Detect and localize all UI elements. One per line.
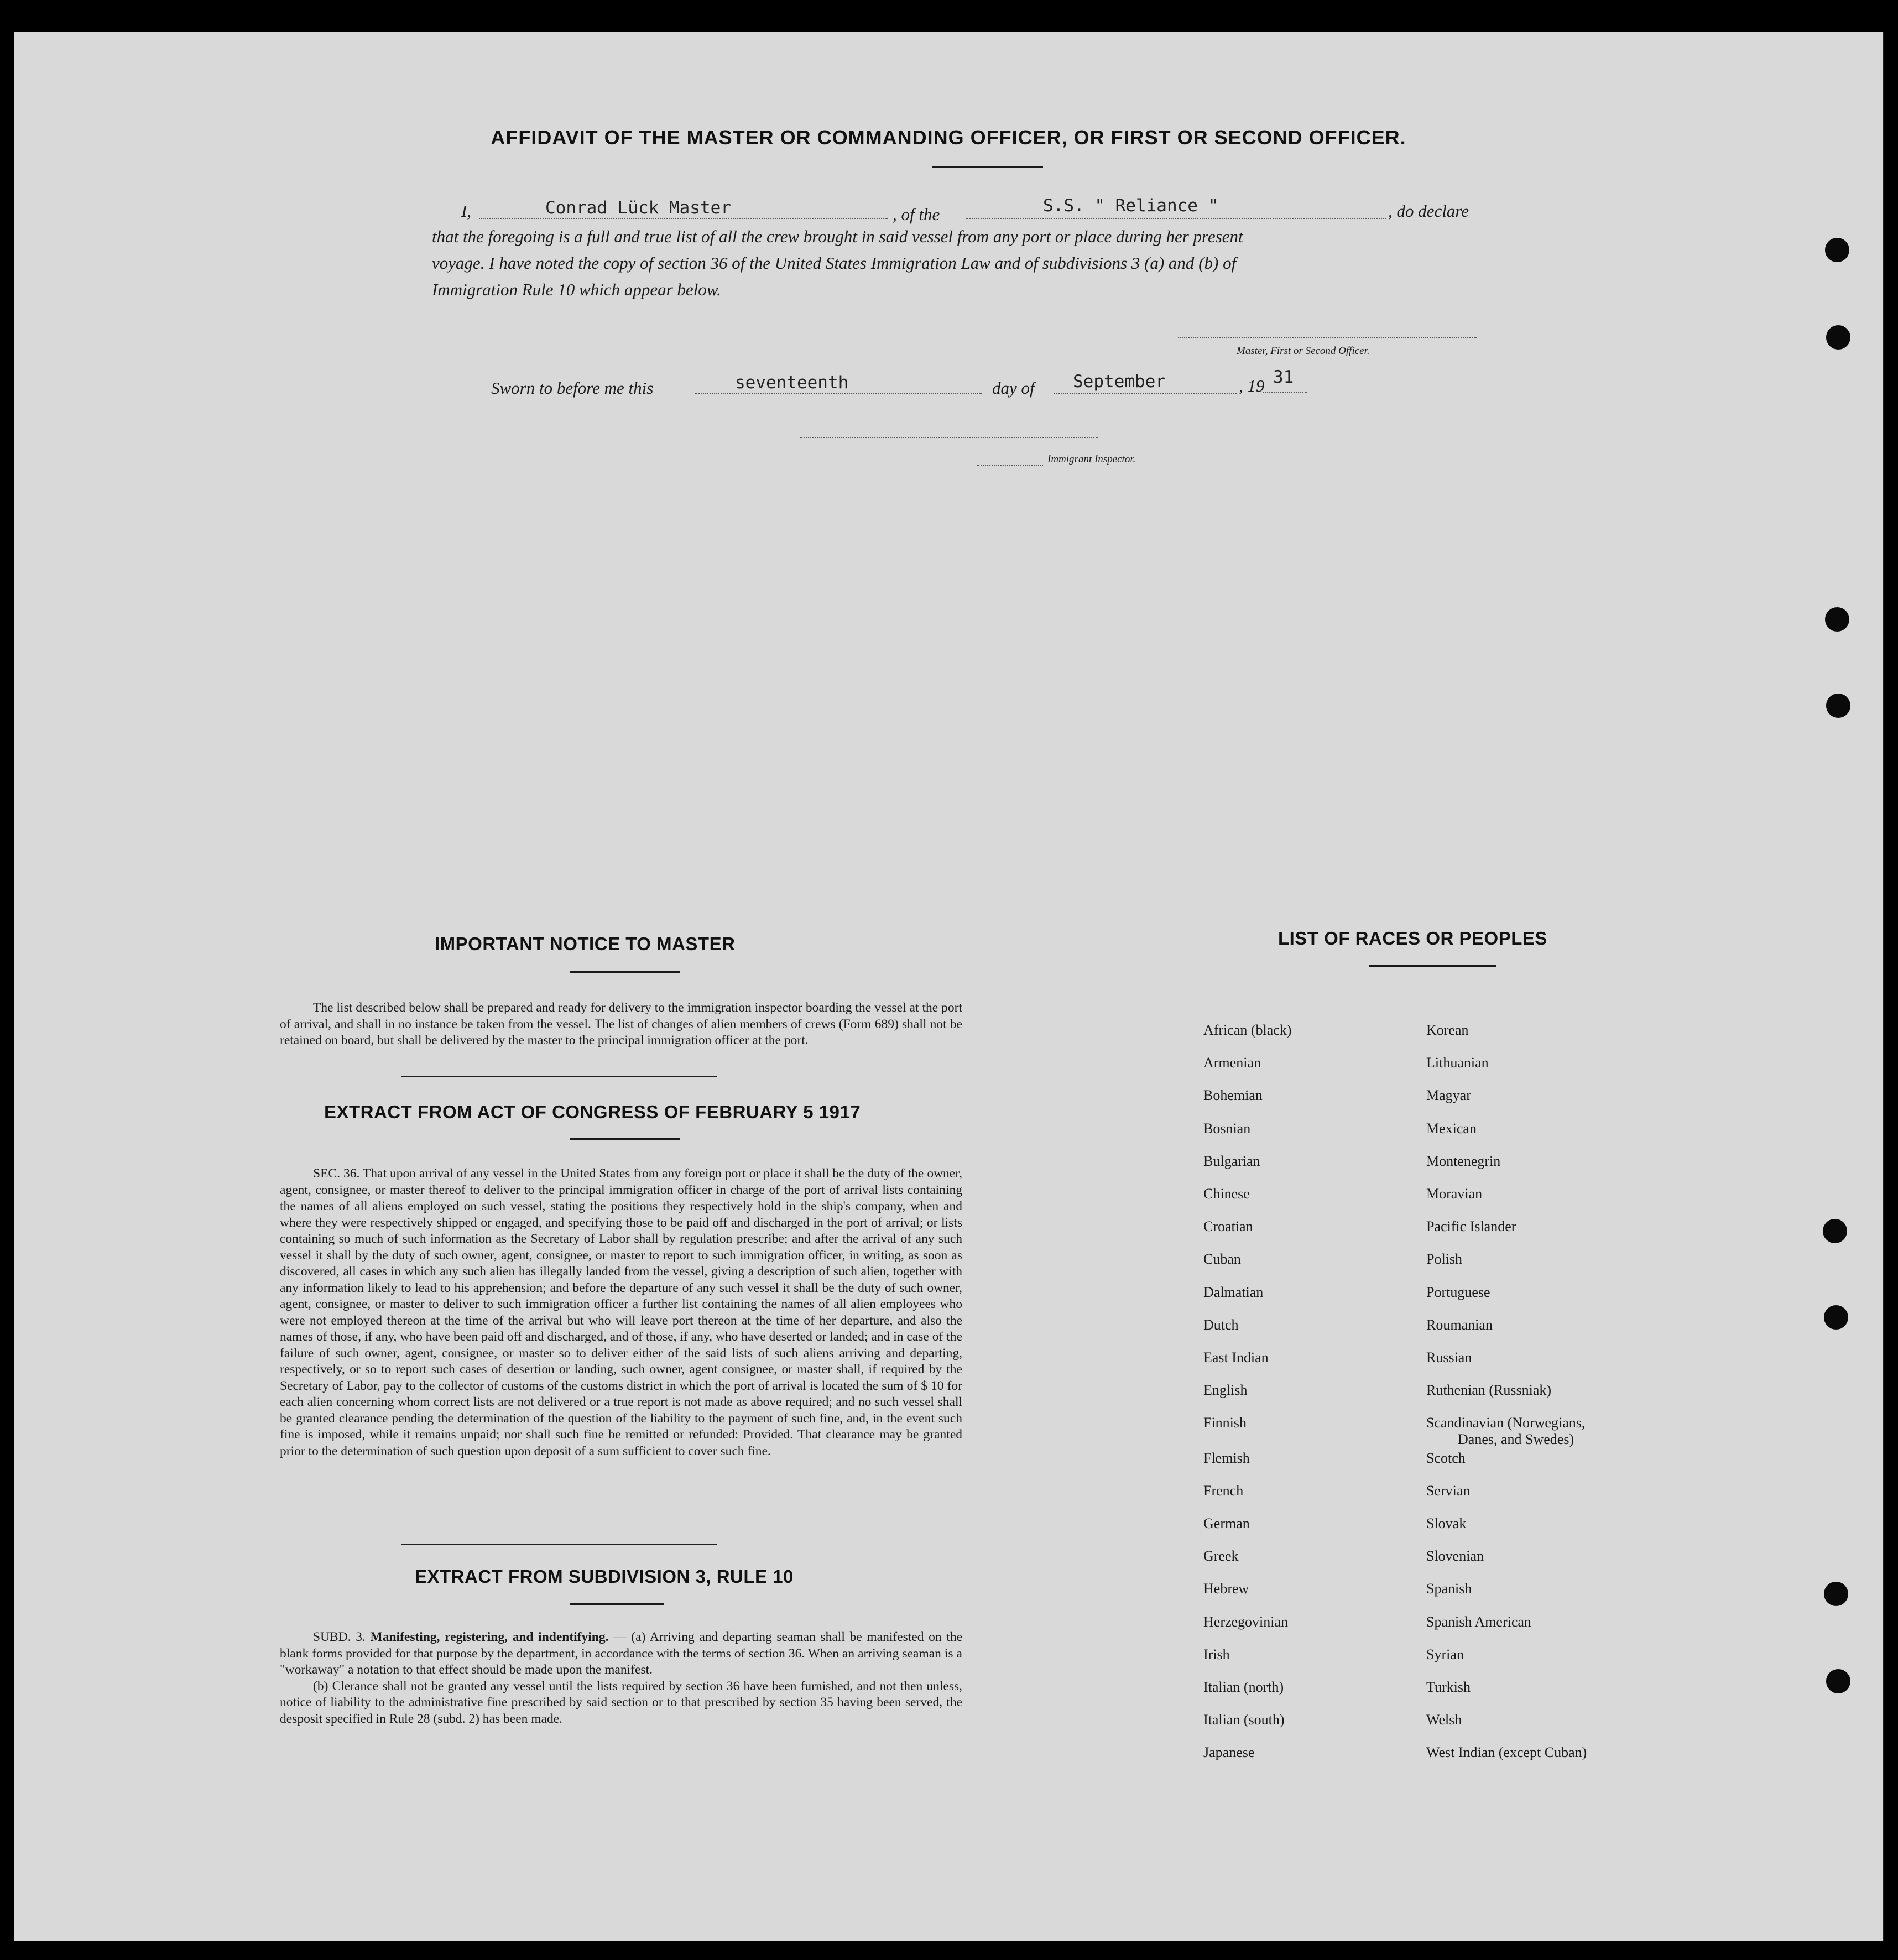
- master-name-value: Conrad Lück Master: [545, 198, 731, 218]
- year-prefix: , 19: [1239, 376, 1265, 395]
- race-item: Roumanian: [1426, 1316, 1493, 1333]
- race-item: Greek: [1203, 1548, 1239, 1565]
- affidavit-line-3: voyage. I have noted the copy of section 36 of the United States Immigration Law and of subdivisions 3 (a) and (b) of: [432, 253, 1237, 273]
- act-divider: [401, 1544, 717, 1545]
- rule-underline: [570, 1603, 664, 1605]
- title-underline: [932, 166, 1043, 168]
- race-item: English: [1203, 1382, 1248, 1399]
- race-item: Lithuanian: [1426, 1055, 1489, 1071]
- race-item: Montenegrin: [1426, 1153, 1501, 1169]
- act-body: SEC. 36. That upon arrival of any vessel in the United States from any foreign port or place it shall be the duty of the owner, agent, consignee, or master thereof to deliver to the principal immigration officer in charge of the port of arrival lists containing the names of all aliens employed on such vessel, stating the positions they respectively hold in the ship's company, when and where they were respectively shipped or engaged, and specifying those to be paid off and discharged in the port of arrival; or lists containing so much of such information as the Secretary of Labor shall by regulation prescribe; and after the arrival of any such vessel it shall by the duty of such owner, agent, consignee, or master to report to such immigration officer, in writing, as soon as discovered, all cases in which any such alien has illegally landed from the vessel, giving a description of such alien, together with any information likely to lead to his apprehension; and before the departure of any such vessel it shall be the duty of such owner, agent, consignee, or master to deliver to such immigration officer a further list containing the names of all alien employees who were not employed thereon at the time of the arrival but who will leave port thereon at the time of her departure, and also the names of those, if any, who have been paid off and discharged, and of those, if any, who have deserted or landed; and in case of the failure of such owner, agent, consignee, or master so to deliver either of the said lists of such aliens arriving and departing, respectively, or so to report such cases of desertion or landing, such owner, agent consignee, or master shall, if required by the Secretary of Labor, pay to the collector of customs of the customs district in which the port of arrival is located the sum of $ 10 for each alien concerning whom correct lists are not delivered or a true report is not made as above required; and no such vessel shall be granted clearance pending the determination of the question of the liability to the payment of such fine, and, in the event such fine is imposed, while it remains unpaid; nor shall such fine be remitted or refunded: Provided. That clearance may be granted prior to the determination of such question upon deposit of a sum sufficient to cover such fine.: [280, 1166, 962, 1458]
- punch-hole: [1823, 1219, 1847, 1243]
- race-item: Spanish: [1426, 1581, 1472, 1597]
- sworn-label: Sworn to before me this: [491, 378, 654, 398]
- race-item: Italian (south): [1203, 1712, 1285, 1728]
- punch-hole: [1825, 607, 1849, 632]
- race-item: African (black): [1203, 1022, 1292, 1038]
- officer-signature-line: [1178, 337, 1477, 338]
- act-underline: [570, 1138, 680, 1140]
- inspector-signature-line: [800, 437, 1098, 438]
- punch-hole: [1826, 1669, 1850, 1693]
- races-title: LIST OF RACES OR PEOPLES: [1278, 928, 1547, 948]
- race-item: Italian (north): [1203, 1679, 1284, 1695]
- race-item: Chinese: [1203, 1186, 1250, 1202]
- notice-underline: [570, 971, 680, 973]
- punch-hole: [1825, 238, 1849, 262]
- race-item: Servian: [1426, 1482, 1471, 1499]
- race-item: Flemish: [1203, 1450, 1250, 1466]
- affidavit-title: AFFIDAVIT OF THE MASTER OR COMMANDING OFFICER, OR FIRST OR SECOND OFFICER.: [491, 126, 1406, 149]
- race-item: Portuguese: [1426, 1284, 1490, 1300]
- day-of-text: day of: [992, 378, 1035, 398]
- inspector-caption: Immigrant Inspector.: [1047, 453, 1136, 465]
- race-item-continuation: Danes, and Swedes): [1458, 1431, 1574, 1448]
- affidavit-line-4: Immigration Rule 10 which appear below.: [432, 280, 721, 299]
- race-item: Bosnian: [1203, 1120, 1251, 1137]
- rule-lead: SUBD. 3.: [313, 1630, 366, 1644]
- year-line: [1263, 392, 1307, 393]
- race-item: Hebrew: [1203, 1581, 1249, 1597]
- race-item: Bulgarian: [1203, 1153, 1260, 1169]
- vessel-name-value: S.S. " Reliance ": [1043, 196, 1219, 216]
- sworn-day-line: [695, 393, 982, 394]
- rule-bold-head: Manifesting, registering, and indentifying.: [370, 1630, 609, 1644]
- race-item: Syrian: [1426, 1646, 1464, 1662]
- do-declare-text: , do declare: [1388, 201, 1469, 221]
- race-item: Korean: [1426, 1022, 1469, 1038]
- punch-hole: [1826, 694, 1850, 718]
- inspector-caption-leader: [977, 465, 1043, 466]
- race-item: Spanish American: [1426, 1613, 1531, 1630]
- race-item: East Indian: [1203, 1349, 1269, 1365]
- vessel-line: [966, 218, 1386, 219]
- affidavit-line-2: that the foregoing is a full and true list of all the crew brought in said vessel from any port or place during her present: [432, 227, 1243, 246]
- race-item: Slovak: [1426, 1515, 1467, 1531]
- race-item: Croatian: [1203, 1218, 1253, 1235]
- race-item: Japanese: [1203, 1744, 1255, 1761]
- race-item: Dutch: [1203, 1316, 1239, 1333]
- notice-divider: [401, 1076, 717, 1077]
- race-item: Pacific Islander: [1426, 1218, 1516, 1235]
- document-page: [14, 32, 1884, 1941]
- race-item: Ruthenian (Russniak): [1426, 1382, 1552, 1399]
- race-item: Herzegovinian: [1203, 1613, 1289, 1630]
- race-item: Finnish: [1203, 1415, 1247, 1431]
- race-item: Mexican: [1426, 1120, 1477, 1137]
- race-item: German: [1203, 1515, 1250, 1531]
- act-title: EXTRACT FROM ACT OF CONGRESS OF FEBRUARY 5 1917: [324, 1102, 861, 1122]
- rule-body: [280, 1629, 962, 1727]
- race-item: Bohemian: [1203, 1087, 1263, 1104]
- of-the-text: , of the: [893, 205, 940, 224]
- rule-title: EXTRACT FROM SUBDIVISION 3, RULE 10: [415, 1566, 794, 1587]
- race-item: Slovenian: [1426, 1548, 1484, 1565]
- month-value: September: [1073, 372, 1166, 392]
- race-item: Russian: [1426, 1349, 1472, 1365]
- notice-title: IMPORTANT NOTICE TO MASTER: [435, 934, 736, 954]
- notice-body: The list described below shall be prepared and ready for delivery to the immigration inspector boarding the vessel at the port of arrival, and shall in no instance be taken from the vessel. The list of changes of alien members of crews (Form 689) shall not be retained on board, but shall be delivered by the master to the principal immigration officer at the port.: [280, 1000, 962, 1047]
- race-item: French: [1203, 1482, 1244, 1499]
- officer-caption: Master, First or Second Officer.: [1237, 345, 1370, 357]
- race-item: Scandinavian (Norwegians,: [1426, 1415, 1586, 1431]
- race-item: Polish: [1426, 1251, 1463, 1268]
- race-item: Turkish: [1426, 1679, 1471, 1695]
- race-item: Cuban: [1203, 1251, 1241, 1268]
- race-item: Moravian: [1426, 1186, 1483, 1202]
- sworn-day-value: seventeenth: [735, 373, 849, 393]
- race-item: Welsh: [1426, 1712, 1462, 1728]
- punch-hole: [1826, 325, 1850, 350]
- year-value: 31: [1273, 367, 1294, 387]
- race-item: Armenian: [1203, 1055, 1261, 1071]
- races-underline: [1369, 965, 1496, 967]
- race-item: Irish: [1203, 1646, 1230, 1662]
- rule-part-b: (b) Clerance shall not be granted any vessel until the lists required by section 36 have been furnished, and not then unless, notice of liability to the administrative fine prescribed by said section or to that prescribed by section 35 having been served, the desposit specified in Rule 28 (subd. 2) has been made.: [280, 1678, 962, 1726]
- punch-hole: [1824, 1305, 1848, 1330]
- punch-hole: [1824, 1582, 1848, 1606]
- race-item: West Indian (except Cuban): [1426, 1744, 1587, 1761]
- race-item: Magyar: [1426, 1087, 1471, 1104]
- race-item: Dalmatian: [1203, 1284, 1264, 1300]
- race-item: Scotch: [1426, 1450, 1466, 1466]
- master-name-line: [479, 218, 888, 219]
- rule-part-a: — (a) Arriving and departing seaman shall be manifested on the blank forms provided for that purpose by the department, in accordance with the terms of section 36. When an arriving seaman is a "workaway" a notation to that effect should be made upon the manifest.: [280, 1630, 963, 1677]
- affidavit-i-label: I,: [461, 201, 472, 221]
- month-line: [1054, 393, 1237, 394]
